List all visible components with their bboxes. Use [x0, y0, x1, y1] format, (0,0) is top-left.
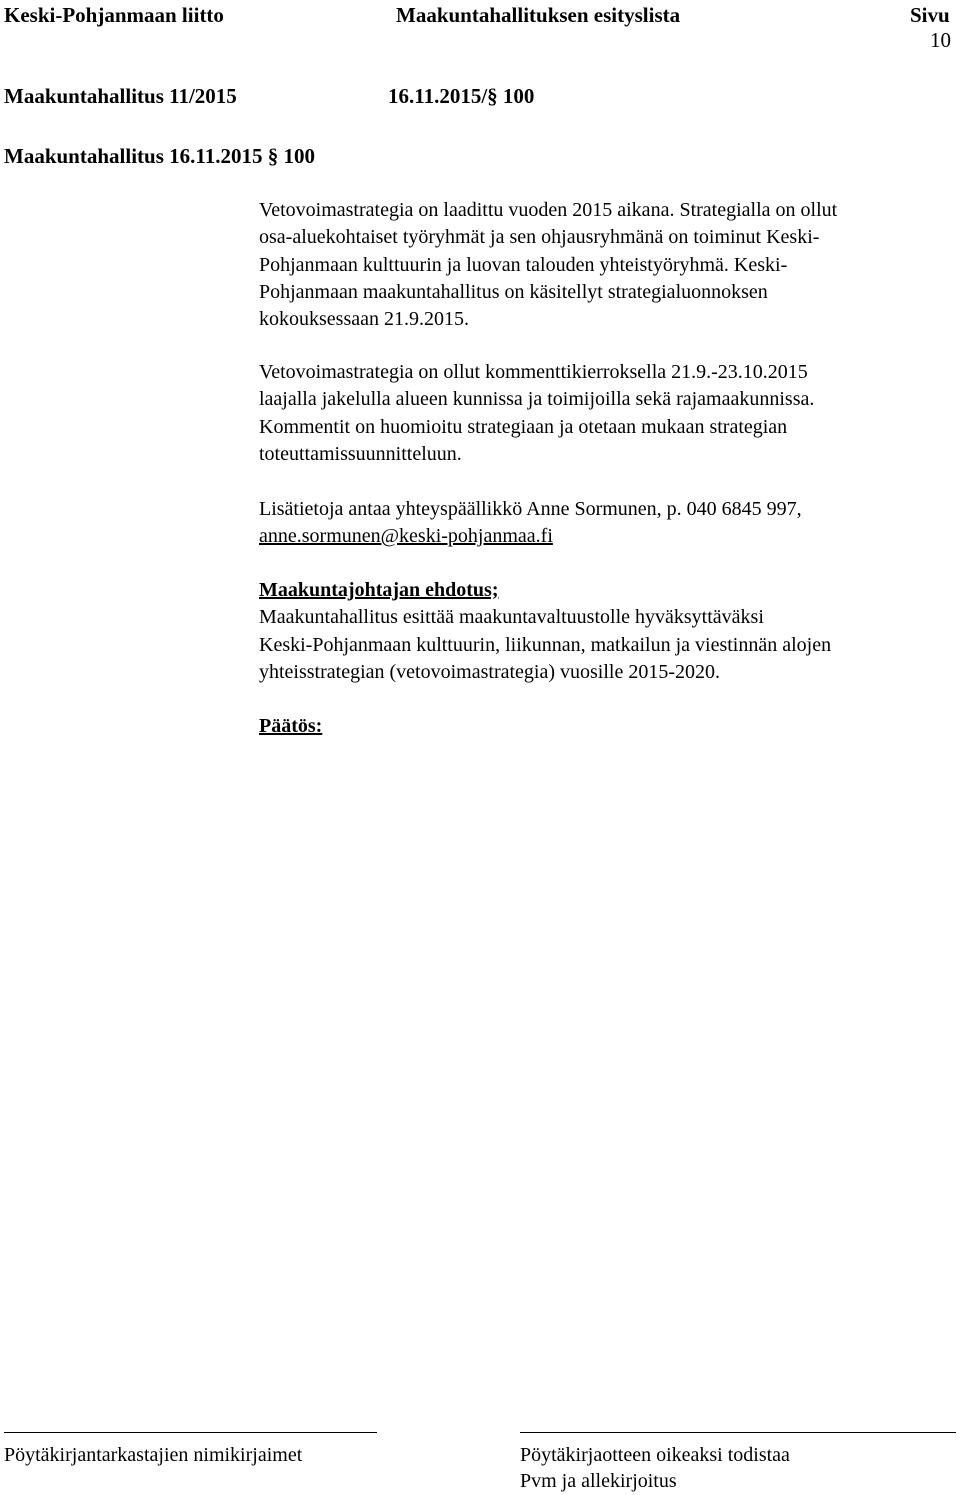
- text-line: Maakuntahallitus esittää maakuntavaltuustolle hyväksyttäväksi: [259, 606, 764, 629]
- paragraph-contact: [259, 496, 802, 551]
- text-line: laajalla jakelulla alueen kunnissa ja toimijoilla sekä rajamaakunnissa.: [259, 388, 815, 411]
- header-page-number: 10: [930, 28, 951, 52]
- footer-initials-label: Pöytäkirjantarkastajien nimikirjaimet: [4, 1444, 303, 1466]
- decision-heading: Päätös:: [259, 715, 323, 737]
- text-line: Vetovoimastrategia on laadittu vuoden 2015 aikana. Strategialla on ollut: [259, 199, 838, 221]
- paragraph-proposal: [259, 577, 831, 686]
- meeting-ref: 16.11.2015/§ 100: [388, 84, 535, 108]
- meeting-name: Maakuntahallitus 11/2015: [4, 84, 237, 108]
- footer-divider-left: [4, 1432, 377, 1433]
- paragraph-comments: [259, 359, 814, 468]
- text-line: Keski-Pohjanmaan kulttuurin, liikunnan, matkailun ja viestinnän alojen: [259, 633, 832, 656]
- paragraph-background: [259, 197, 837, 333]
- text-line: Vetovoimastrategia on ollut kommenttikierroksella 21.9.-23.10.2015: [259, 361, 808, 383]
- text-line: Pohjanmaan maakuntahallitus on käsitellyt strategialuonnoksen: [259, 280, 768, 303]
- paragraph-decision: [259, 713, 322, 740]
- footer-date-signature-label: Pvm ja allekirjoitus: [520, 1470, 677, 1492]
- text-line: toteuttamissuunnitteluun.: [259, 442, 462, 465]
- proposal-heading: Maakuntajohtajan ehdotus;: [259, 579, 499, 601]
- footer-certification-label: Pöytäkirjaotteen oikeaksi todistaa: [520, 1444, 790, 1466]
- text-line: osa-aluekohtaiset työryhmät ja sen ohjausryhmänä on toiminut Keski-: [259, 226, 820, 249]
- header-page-label: Sivu: [910, 3, 950, 27]
- footer-divider-right: [520, 1432, 956, 1433]
- contact-line: Lisätietoja antaa yhteyspäällikkö Anne Sormunen, p. 040 6845 997,: [259, 498, 802, 520]
- text-line: kokouksessaan 21.9.2015.: [259, 308, 469, 331]
- meeting-section: Maakuntahallitus 16.11.2015 § 100: [4, 144, 315, 168]
- contact-email-link[interactable]: anne.sormunen@keski-pohjanmaa.fi: [259, 525, 553, 548]
- header-doc-title: Maakuntahallituksen esityslista: [396, 3, 681, 27]
- text-line: Pohjanmaan kulttuurin ja luovan talouden yhteistyöryhmä. Keski-: [259, 253, 788, 276]
- text-line: yhteisstrategian (vetovoimastrategia) vuosille 2015-2020.: [259, 660, 720, 683]
- text-line: Kommentit on huomioitu strategiaan ja otetaan mukaan strategian: [259, 415, 788, 438]
- header-org: Keski-Pohjanmaan liitto: [4, 3, 224, 27]
